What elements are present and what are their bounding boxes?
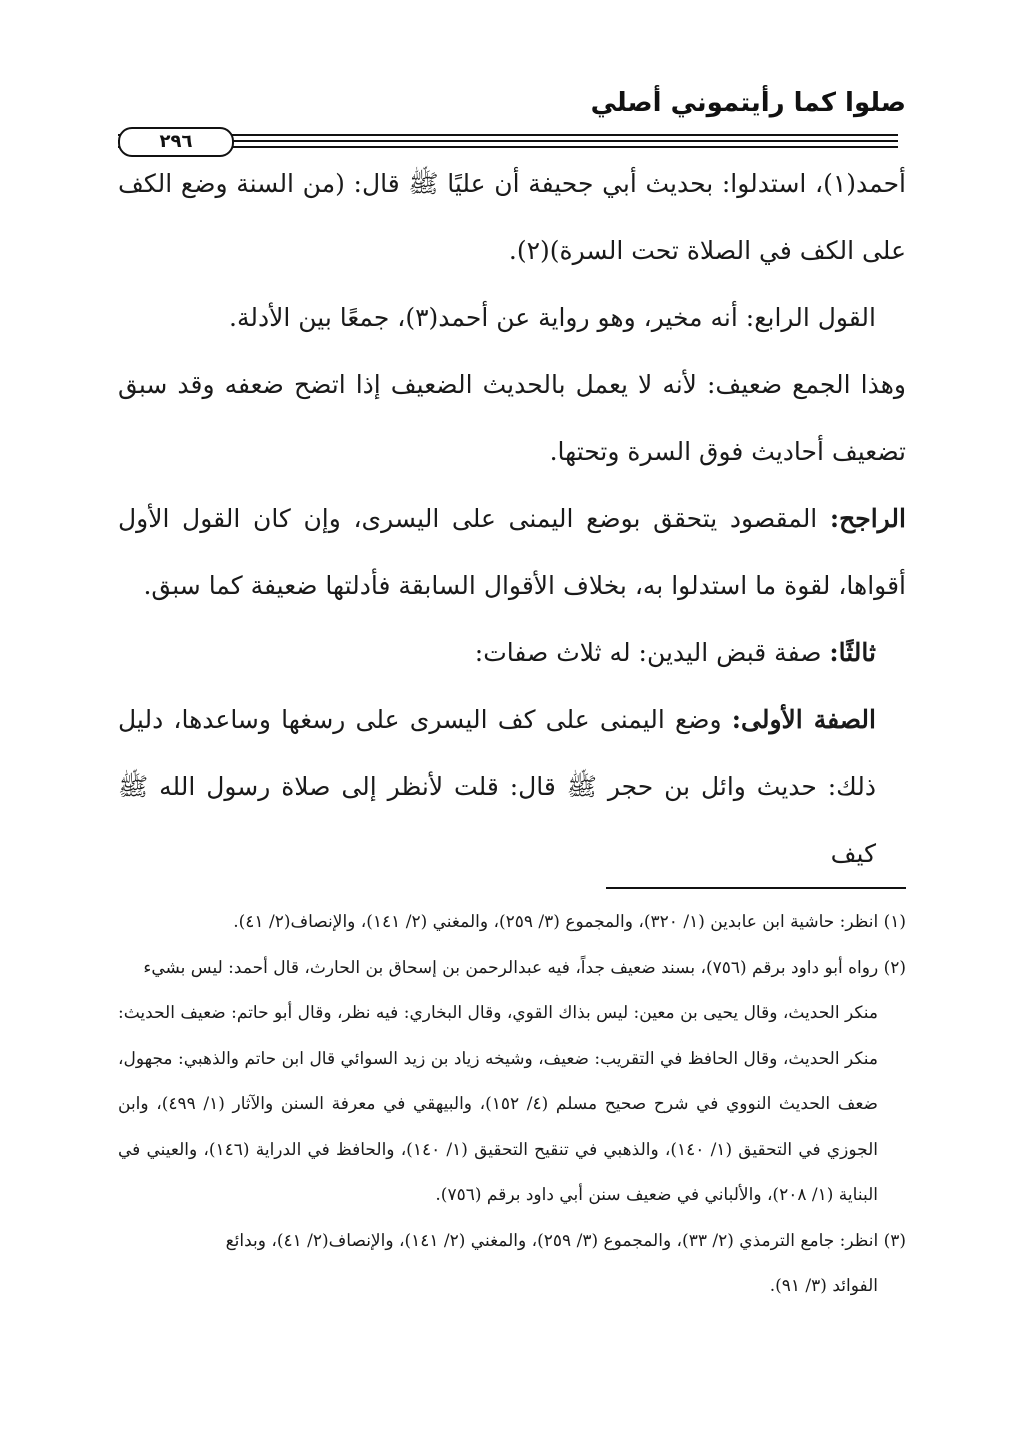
footnotes [118,900,906,1310]
paragraph-4-lead: الراجح: [829,504,906,533]
paragraph-2: القول الرابع: أنه مخير، وهو رواية عن أحمد(٣)، جمعًا بين الأدلة. [229,303,876,332]
paragraph-6-text: وضع اليمنى على كف اليسرى على رسغها وساعدها، دليل ذلك: حديث وائل بن حجر ﷺ قال: قلت لأنظر إلى صلاة رسول الله ﷺ كيف [118,705,876,868]
footnote-1: (١) انظر: حاشية ابن عابدين (١/ ٣٢٠)، والمجموع (٣/ ٢٥٩)، والمغني (٢/ ١٤١)، والإنصاف(٢/ ٤١). [233,912,906,932]
paragraph-5-text: صفة قبض اليدين: له ثلاث صفات: [474,638,830,667]
header-rule-middle [118,140,898,142]
footnote-separator [606,887,906,889]
footnote-3-continuation: الفوائد (٣/ ٩١). [769,1276,878,1296]
paragraph-5 [118,619,906,686]
paragraph-4-text: المقصود يتحقق بوضع اليمنى على اليسرى، وإن كان القول الأول أقواها، لقوة ما استدلوا به، بخلاف الأقوال السابقة فأدلتها ضعيفة كما سبق. [118,504,906,600]
footnote-2-continuation: منكر الحديث، وقال يحيى بن معين: ليس بذاك القوي، وقال البخاري: فيه نظر، وقال أبو حاتم: ضعيف الحديث: منكر الحديث، وقال الحافظ في التقريب: ضعيف، وشيخه زياد بن زيد السوائي قال ابن حاتم والذهبي: مجهول، ضعف الحديث النووي في شرح صحيح مسلم (٤/ ١٥٢)، والبيهقي في معرفة السنن والآثار (١/ ٤٩٩)، وابن الجوزي في التحقيق (١/ ١٤٠)، والذهبي في تنقيح التحقيق (١/ ١٤٠)، والحافظ في الدراية (١٤٦)، والعيني في البناية (١/ ٢٠٨)، والألباني في ضعيف سنن أبي داود برقم (٧٥٦). [118,1003,878,1205]
paragraph-6-lead: الصفة الأولى: [731,705,876,734]
running-title: صلوا كما رأيتموني أصلي [590,88,906,118]
paragraph-1: أحمد(١)، استدلوا: بحديث أبي جحيفة أن عليًا ﷺ قال: (من السنة وضع الكف على الكف في الصلاة تحت السرة)(٢). [118,169,906,265]
main-text [118,150,906,887]
header-rule-bottom [118,146,898,148]
paragraph-5-lead: ثالثًا: [829,638,876,667]
paragraph-3: وهذا الجمع ضعيف: لأنه لا يعمل بالحديث الضعيف إذا اتضح ضعفه وقد سبق تضعيف أحاديث فوق السرة وتحتها. [118,370,906,466]
paragraph-6 [118,686,906,887]
paragraph-4 [118,485,906,619]
footnote-3-first-line: (٣) انظر: جامع الترمذي (٢/ ٣٣)، والمجموع (٣/ ٢٥٩)، والمغني (٢/ ١٤١)، والإنصاف(٢/ ٤١)، وبدائع [225,1230,906,1251]
footnote-2-first-line: (٢) رواه أبو داود برقم (٧٥٦)، بسند ضعيف جداً، فيه عبدالرحمن بن إسحاق بن الحارث، قال أحمد: ليس بشيء [143,957,906,978]
header-rule-top [118,134,898,136]
page-number: ٢٩٦ [118,127,234,157]
